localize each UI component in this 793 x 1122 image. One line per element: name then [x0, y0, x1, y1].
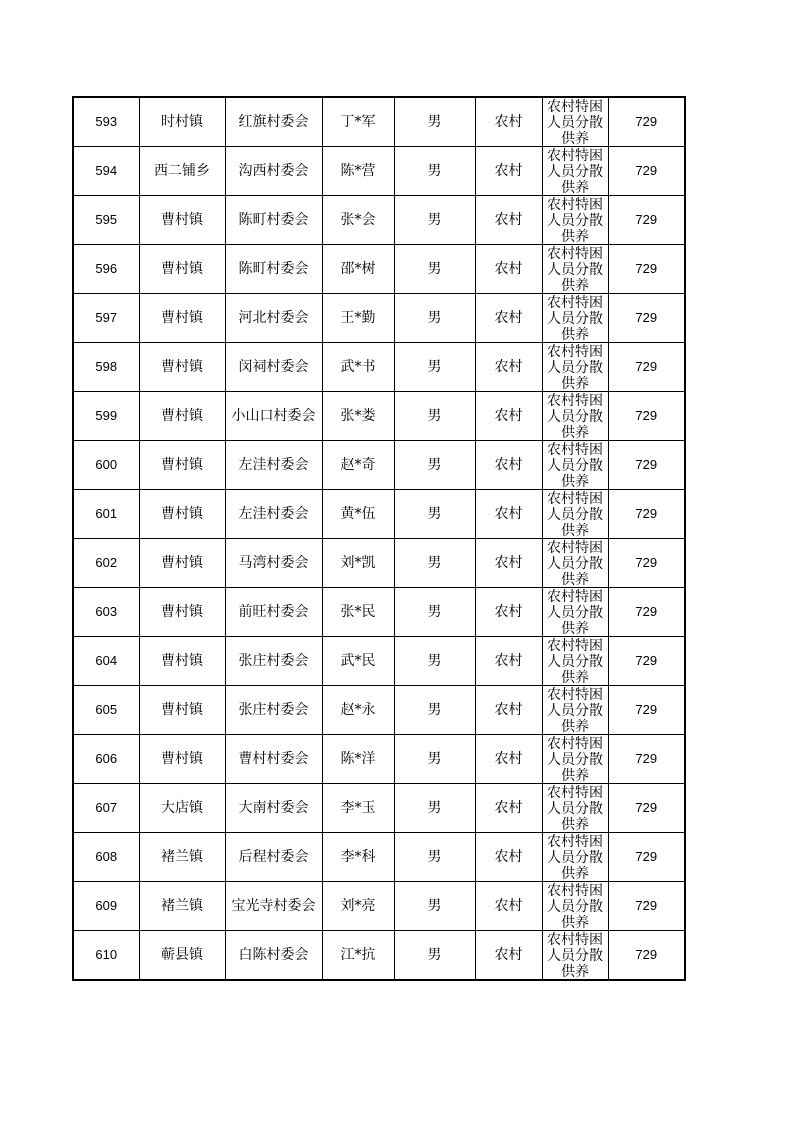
- assistance-category-text: 农村特困人员分散供养: [547, 197, 603, 243]
- gender-cell: 男: [394, 686, 475, 735]
- assistance-category-cell: [542, 686, 608, 735]
- assistance-category-cell: [542, 196, 608, 245]
- amount-cell: 729: [608, 539, 685, 588]
- table-row: [73, 539, 685, 588]
- gender-cell: 男: [394, 637, 475, 686]
- amount-cell: 729: [608, 882, 685, 931]
- row-number-cell: 597: [73, 294, 139, 343]
- assistance-category-text: 农村特困人员分散供养: [547, 932, 603, 978]
- row-number-cell: 602: [73, 539, 139, 588]
- row-number-cell: 608: [73, 833, 139, 882]
- roster-body: [73, 97, 685, 980]
- assistance-category-text: 农村特困人员分散供养: [547, 883, 603, 929]
- person-name-cell: 赵*奇: [322, 441, 394, 490]
- person-name-cell: 江*抗: [322, 931, 394, 981]
- amount-cell: 729: [608, 441, 685, 490]
- gender-cell: 男: [394, 735, 475, 784]
- table-row: [73, 686, 685, 735]
- assistance-category-text: 农村特困人员分散供养: [547, 99, 603, 145]
- area-type-cell: 农村: [475, 833, 542, 882]
- person-name-cell: 李*玉: [322, 784, 394, 833]
- area-type-cell: 农村: [475, 686, 542, 735]
- assistance-category-text: 农村特困人员分散供养: [547, 148, 603, 194]
- assistance-category-text: 农村特困人员分散供养: [547, 687, 603, 733]
- assistance-category-cell: [542, 441, 608, 490]
- assistance-category-cell: [542, 882, 608, 931]
- area-type-cell: 农村: [475, 882, 542, 931]
- row-number-cell: 593: [73, 97, 139, 147]
- person-name-cell: 武*书: [322, 343, 394, 392]
- area-type-cell: 农村: [475, 245, 542, 294]
- area-type-cell: 农村: [475, 147, 542, 196]
- person-name-cell: 刘*亮: [322, 882, 394, 931]
- assistance-category-text: 农村特困人员分散供养: [547, 491, 603, 537]
- person-name-cell: 黄*伍: [322, 490, 394, 539]
- amount-cell: 729: [608, 637, 685, 686]
- village-committee-cell: 曹村村委会: [225, 735, 322, 784]
- row-number-cell: 601: [73, 490, 139, 539]
- table-row: [73, 735, 685, 784]
- assistance-category-cell: [542, 931, 608, 981]
- village-committee-cell: 左洼村委会: [225, 490, 322, 539]
- town-cell: 曹村镇: [139, 441, 225, 490]
- table-row: [73, 294, 685, 343]
- gender-cell: 男: [394, 343, 475, 392]
- village-committee-cell: 陈町村委会: [225, 245, 322, 294]
- village-committee-cell: 前旺村委会: [225, 588, 322, 637]
- amount-cell: 729: [608, 97, 685, 147]
- assistance-category-cell: [542, 637, 608, 686]
- row-number-cell: 599: [73, 392, 139, 441]
- area-type-cell: 农村: [475, 490, 542, 539]
- village-committee-cell: 张庄村委会: [225, 637, 322, 686]
- table-row: [73, 147, 685, 196]
- table-row: [73, 196, 685, 245]
- amount-cell: 729: [608, 343, 685, 392]
- area-type-cell: 农村: [475, 392, 542, 441]
- row-number-cell: 596: [73, 245, 139, 294]
- amount-cell: 729: [608, 294, 685, 343]
- gender-cell: 男: [394, 441, 475, 490]
- gender-cell: 男: [394, 882, 475, 931]
- table-row: [73, 784, 685, 833]
- amount-cell: 729: [608, 833, 685, 882]
- town-cell: 曹村镇: [139, 588, 225, 637]
- area-type-cell: 农村: [475, 294, 542, 343]
- assistance-category-text: 农村特困人员分散供养: [547, 393, 603, 439]
- town-cell: 时村镇: [139, 97, 225, 147]
- table-row: [73, 490, 685, 539]
- area-type-cell: 农村: [475, 97, 542, 147]
- amount-cell: 729: [608, 245, 685, 294]
- assistance-category-cell: [542, 735, 608, 784]
- amount-cell: 729: [608, 392, 685, 441]
- assistance-category-cell: [542, 97, 608, 147]
- person-name-cell: 赵*永: [322, 686, 394, 735]
- relief-roster-table: [72, 96, 686, 981]
- table-row: [73, 833, 685, 882]
- table-row: [73, 931, 685, 981]
- row-number-cell: 598: [73, 343, 139, 392]
- table-row: [73, 343, 685, 392]
- gender-cell: 男: [394, 294, 475, 343]
- row-number-cell: 600: [73, 441, 139, 490]
- town-cell: 曹村镇: [139, 539, 225, 588]
- village-committee-cell: 小山口村委会: [225, 392, 322, 441]
- town-cell: 曹村镇: [139, 294, 225, 343]
- assistance-category-cell: [542, 784, 608, 833]
- amount-cell: 729: [608, 931, 685, 981]
- town-cell: 大店镇: [139, 784, 225, 833]
- assistance-category-cell: [542, 294, 608, 343]
- amount-cell: 729: [608, 588, 685, 637]
- gender-cell: 男: [394, 588, 475, 637]
- amount-cell: 729: [608, 147, 685, 196]
- town-cell: 曹村镇: [139, 245, 225, 294]
- town-cell: 蕲县镇: [139, 931, 225, 981]
- table-row: [73, 441, 685, 490]
- table-row: [73, 245, 685, 294]
- area-type-cell: 农村: [475, 441, 542, 490]
- village-committee-cell: 张庄村委会: [225, 686, 322, 735]
- assistance-category-text: 农村特困人员分散供养: [547, 344, 603, 390]
- assistance-category-text: 农村特困人员分散供养: [547, 785, 603, 831]
- area-type-cell: 农村: [475, 784, 542, 833]
- town-cell: 曹村镇: [139, 686, 225, 735]
- person-name-cell: 张*会: [322, 196, 394, 245]
- village-committee-cell: 宝光寺村委会: [225, 882, 322, 931]
- village-committee-cell: 大南村委会: [225, 784, 322, 833]
- gender-cell: 男: [394, 245, 475, 294]
- assistance-category-cell: [542, 588, 608, 637]
- town-cell: 曹村镇: [139, 637, 225, 686]
- gender-cell: 男: [394, 539, 475, 588]
- gender-cell: 男: [394, 97, 475, 147]
- assistance-category-cell: [542, 490, 608, 539]
- person-name-cell: 陈*洋: [322, 735, 394, 784]
- village-committee-cell: 白陈村委会: [225, 931, 322, 981]
- amount-cell: 729: [608, 196, 685, 245]
- town-cell: 曹村镇: [139, 343, 225, 392]
- person-name-cell: 陈*营: [322, 147, 394, 196]
- table-row: [73, 97, 685, 147]
- gender-cell: 男: [394, 931, 475, 981]
- area-type-cell: 农村: [475, 539, 542, 588]
- row-number-cell: 594: [73, 147, 139, 196]
- assistance-category-text: 农村特困人员分散供养: [547, 638, 603, 684]
- assistance-category-cell: [542, 245, 608, 294]
- assistance-category-cell: [542, 539, 608, 588]
- town-cell: 曹村镇: [139, 490, 225, 539]
- town-cell: 西二铺乡: [139, 147, 225, 196]
- amount-cell: 729: [608, 490, 685, 539]
- town-cell: 褚兰镇: [139, 833, 225, 882]
- village-committee-cell: 红旗村委会: [225, 97, 322, 147]
- town-cell: 褚兰镇: [139, 882, 225, 931]
- village-committee-cell: 沟西村委会: [225, 147, 322, 196]
- gender-cell: 男: [394, 784, 475, 833]
- gender-cell: 男: [394, 833, 475, 882]
- gender-cell: 男: [394, 196, 475, 245]
- village-committee-cell: 左洼村委会: [225, 441, 322, 490]
- assistance-category-text: 农村特困人员分散供养: [547, 736, 603, 782]
- assistance-category-cell: [542, 392, 608, 441]
- row-number-cell: 595: [73, 196, 139, 245]
- assistance-category-text: 农村特困人员分散供养: [547, 295, 603, 341]
- row-number-cell: 603: [73, 588, 139, 637]
- area-type-cell: 农村: [475, 637, 542, 686]
- assistance-category-text: 农村特困人员分散供养: [547, 540, 603, 586]
- village-committee-cell: 河北村委会: [225, 294, 322, 343]
- assistance-category-text: 农村特困人员分散供养: [547, 589, 603, 635]
- assistance-category-text: 农村特困人员分散供养: [547, 442, 603, 488]
- row-number-cell: 609: [73, 882, 139, 931]
- amount-cell: 729: [608, 784, 685, 833]
- person-name-cell: 丁*军: [322, 97, 394, 147]
- town-cell: 曹村镇: [139, 196, 225, 245]
- person-name-cell: 李*科: [322, 833, 394, 882]
- row-number-cell: 604: [73, 637, 139, 686]
- village-committee-cell: 闵祠村委会: [225, 343, 322, 392]
- town-cell: 曹村镇: [139, 735, 225, 784]
- row-number-cell: 610: [73, 931, 139, 981]
- person-name-cell: 邵*树: [322, 245, 394, 294]
- village-committee-cell: 陈町村委会: [225, 196, 322, 245]
- table-row: [73, 637, 685, 686]
- table-row: [73, 392, 685, 441]
- area-type-cell: 农村: [475, 343, 542, 392]
- gender-cell: 男: [394, 490, 475, 539]
- village-committee-cell: 马湾村委会: [225, 539, 322, 588]
- person-name-cell: 王*勤: [322, 294, 394, 343]
- area-type-cell: 农村: [475, 735, 542, 784]
- row-number-cell: 606: [73, 735, 139, 784]
- person-name-cell: 刘*凯: [322, 539, 394, 588]
- gender-cell: 男: [394, 392, 475, 441]
- town-cell: 曹村镇: [139, 392, 225, 441]
- assistance-category-text: 农村特困人员分散供养: [547, 246, 603, 292]
- area-type-cell: 农村: [475, 196, 542, 245]
- area-type-cell: 农村: [475, 588, 542, 637]
- table-row: [73, 588, 685, 637]
- assistance-category-cell: [542, 343, 608, 392]
- assistance-category-cell: [542, 147, 608, 196]
- area-type-cell: 农村: [475, 931, 542, 981]
- village-committee-cell: 后程村委会: [225, 833, 322, 882]
- person-name-cell: 张*民: [322, 588, 394, 637]
- row-number-cell: 605: [73, 686, 139, 735]
- assistance-category-cell: [542, 833, 608, 882]
- person-name-cell: 张*娄: [322, 392, 394, 441]
- gender-cell: 男: [394, 147, 475, 196]
- assistance-category-text: 农村特困人员分散供养: [547, 834, 603, 880]
- amount-cell: 729: [608, 735, 685, 784]
- person-name-cell: 武*民: [322, 637, 394, 686]
- table-row: [73, 882, 685, 931]
- row-number-cell: 607: [73, 784, 139, 833]
- amount-cell: 729: [608, 686, 685, 735]
